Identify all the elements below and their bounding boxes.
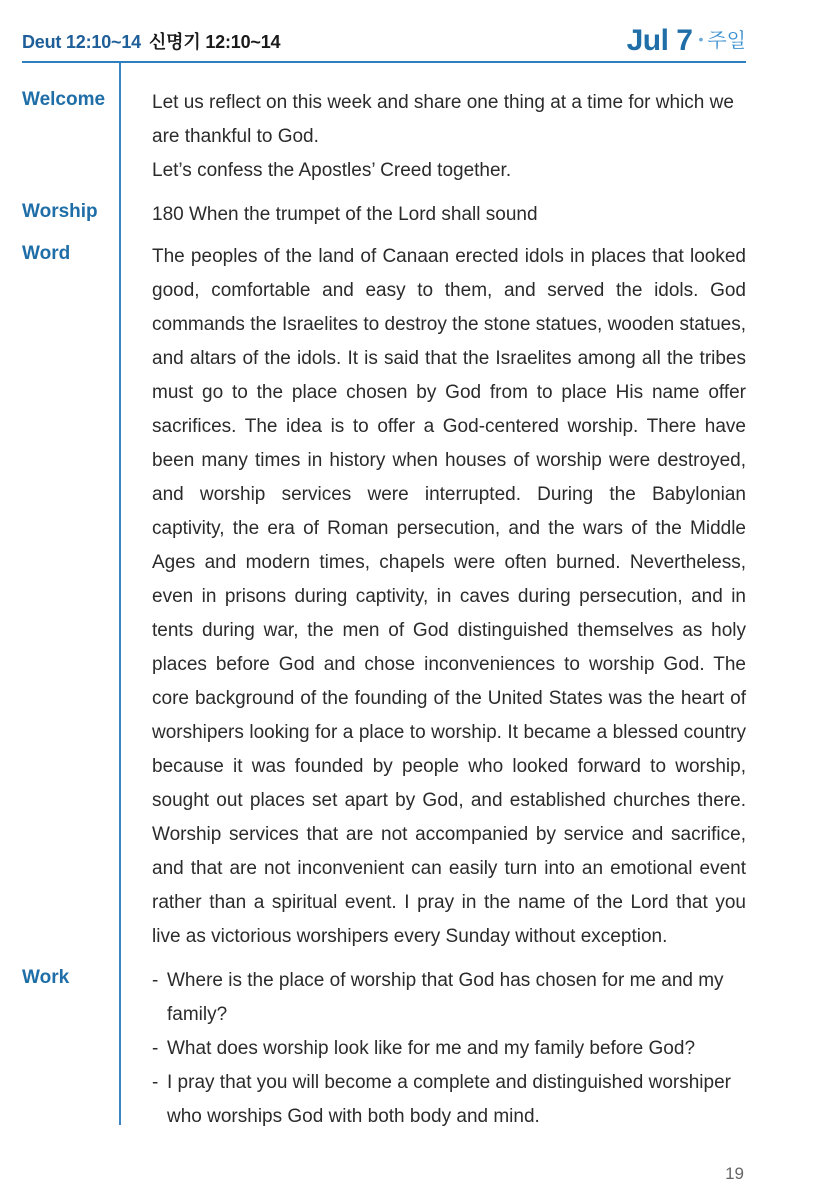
work-list bbox=[152, 964, 746, 1134]
dash-icon: - bbox=[152, 970, 159, 991]
scripture-reference-en: Deut 12:10~14 bbox=[22, 32, 141, 52]
list-item-text: I pray that you will become a complete and distinguished worshiper who worships God with both body and mind. bbox=[167, 1072, 731, 1127]
vertical-divider bbox=[119, 63, 121, 1125]
welcome-line: Let’s confess the Apostles’ Creed together. bbox=[152, 160, 512, 181]
page-number: 19 bbox=[725, 1164, 744, 1183]
date-block bbox=[627, 24, 746, 58]
word-label: Word bbox=[22, 243, 71, 264]
word-text: The peoples of the land of Canaan erected idols in places that looked good, comfortable and easy to them, and served the idols. God commands the Israelites to destroy the stone statues, wooden statues, and altars of the idols. It is said that the Israelites among all the tribes must go to the place chosen by God from to place His name offer sacrifices. The idea is to offer a God-centered worship. There have been many times in history when houses of worship were destroyed, and worship services were interrupted. During the Babylonian captivity, the era of Roman persecution, and the wars of the Middle Ages and modern times, chapels were often burned. Nevertheless, even in prisons during captivity, in caves during persecution, and in tents during war, the men of God distinguished themselves as holy places before God and chose inconveniences to worship God. The core background of the founding of the United States was the heart of worshipers looking for a place to worship. It became a blessed country because it was founded by people who looked forward to worship, sought out places set apart by God, and established churches there. Worship services that are not accompanied by service and sacrifice, and that are not inconvenient can easily turn into an emotional event rather than a spiritual event. I pray in the name of the Lord that you live as victorious worshipers every Sunday without exception. bbox=[152, 246, 746, 947]
worship-label: Worship bbox=[22, 201, 98, 222]
header-rule bbox=[22, 61, 746, 63]
dash-icon: - bbox=[152, 1038, 159, 1059]
list-item bbox=[152, 1066, 746, 1134]
scripture-reference-ko: 신명기 12:10~14 bbox=[148, 32, 281, 52]
list-item-text: What does worship look like for me and my family before God? bbox=[167, 1038, 696, 1059]
work-label: Work bbox=[22, 967, 70, 988]
list-item bbox=[152, 964, 746, 1032]
day-korean: 주일 bbox=[707, 30, 746, 52]
list-item-text: Where is the place of worship that God has chosen for me and my family? bbox=[167, 970, 724, 1025]
bullet-icon: • bbox=[698, 31, 704, 47]
welcome-text bbox=[152, 86, 746, 188]
list-item bbox=[152, 1032, 746, 1066]
page-header bbox=[22, 24, 746, 62]
date: Jul 7 bbox=[626, 24, 693, 57]
welcome-line: Let us reflect on this week and share one thing at a time for which we are thankful to God. bbox=[152, 92, 734, 147]
scripture-reference bbox=[22, 28, 280, 54]
worship-hymn: 180 When the trumpet of the Lord shall sound bbox=[152, 204, 538, 225]
welcome-label: Welcome bbox=[22, 89, 106, 110]
dash-icon: - bbox=[152, 1072, 159, 1093]
